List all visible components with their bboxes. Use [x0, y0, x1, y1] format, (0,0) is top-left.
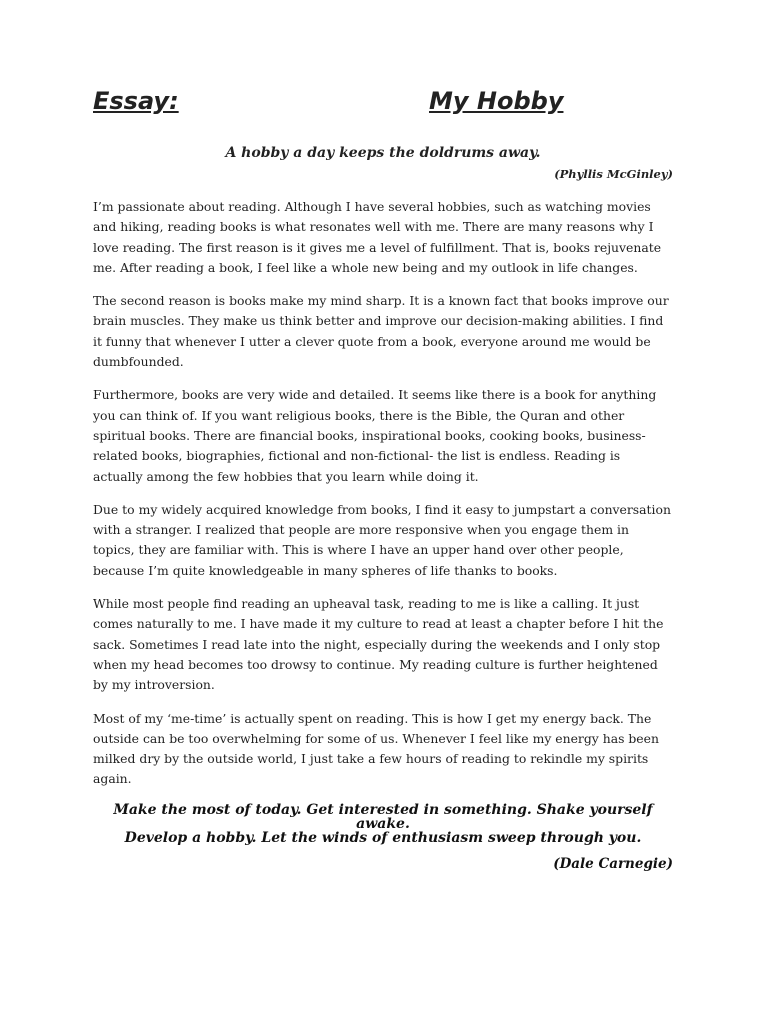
essay-title: My Hobby [429, 87, 564, 115]
paragraph-1: I’m passionate about reading. Although I have several hobbies, such as watching movies and hiking, reading books is what resonates well with me. There are many reasons why I love reading. The first reason is it gives me a level of fulfillment. That is, books rejuvenate me. After reading a book, I feel like a whole new being and my outlook in life changes. [93, 199, 662, 275]
essay-heading [93, 85, 673, 121]
paragraph-2: The second reason is books make my mind sharp. It is a known fact that books improve our brain muscles. They make us think better and improve our decision-making abilities. I find it funny that whenever I utter a clever quote from a book, everyone around me would be dumbfounded. [93, 293, 669, 370]
epigraph-attribution: (Phyllis McGinley) [554, 167, 673, 181]
closing-quote [93, 803, 673, 845]
paragraph-4: Due to my widely acquired knowledge from books, I find it easy to jumpstart a conversation with a stranger. I realized that people are more responsive when you engage them in topics, they are familiar with. This is where I have an upper hand over other people, because I’m quite knowledgeable in many spheres of life thanks to books. [93, 501, 671, 578]
closing-quote-line-2: Develop a hobby. Let the winds of enthusiasm sweep through you. [124, 829, 642, 846]
paragraph-3: Furthermore, books are very wide and detailed. It seems like there is a book for anything you can think of. If you want religious books, there is the Bible, the Quran and other spiritual books. There are financial books, inspirational books, cooking books, business-related books, biographies, fictional and non-fictional- the list is endless. Reading is actually among the few hobbies that you learn while doing it. [93, 387, 657, 484]
closing-quote-line-1: Make the most of today. Get interested in something. Shake yourself awake. [113, 801, 653, 832]
epigraph-quote: A hobby a day keeps the doldrums away. [225, 145, 541, 161]
essay-body [93, 197, 673, 790]
essay-page [93, 85, 673, 873]
closing-attribution: (Dale Carnegie) [553, 855, 673, 872]
paragraph-6: Most of my ‘me-time’ is actually spent on reading. This is how I get my energy back. The outside can be too overwhelming for some of us. Whenever I feel like my energy has been milked dry by the outside world, I just take a few hours of reading to rekindle my spirits again. [93, 710, 659, 787]
paragraph-5: While most people find reading an upheaval task, reading to me is like a calling. It just comes naturally to me. I have made it my culture to read at least a chapter before I hit the sack. Sometimes I read late into the night, especially during the weekends and I only stop when my head becomes too drowsy to continue. My reading culture is further heightened by my introversion. [93, 596, 664, 693]
essay-label: Essay: [93, 87, 179, 115]
